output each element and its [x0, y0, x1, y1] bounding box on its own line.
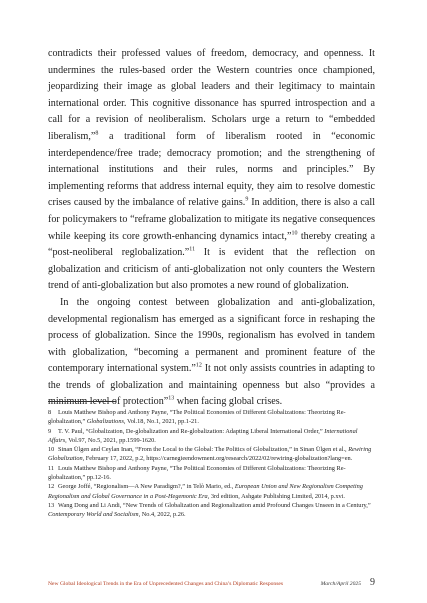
footnote-number: 13 — [48, 501, 55, 509]
text-run: It not only assists countries in adapting to the trends of globalization and maintaining openness but also “provides a minimum level of protection” — [48, 363, 375, 408]
paragraph-1 — [48, 46, 375, 295]
footnote-11 — [48, 464, 375, 483]
footnote-reference: 10 — [291, 230, 298, 237]
page-footer — [48, 578, 375, 592]
page-number: 9 — [370, 577, 375, 588]
text-run: In the ongoing contest between globalization and anti-globalization, developmental regionalism has emerged as a significant force in reshaping the process of globalization. Since the 1990s, regionalism has evolved in tandem with globalization, “becoming a permanent and prominent feature of the contemporary international system.” — [48, 296, 375, 375]
italic-title: Globalizations — [86, 418, 124, 426]
text-run: Wang Dong and Li Andi, “New Trends of Globalization and Regionalization amid Profound Changes Unseen in a Century,” — [58, 501, 371, 509]
text-run: , Vol.18, No.1, 2021, pp.1-21. — [123, 418, 199, 426]
italic-title: Contemporary World and Socialism — [48, 511, 139, 519]
italic-title: International Affairs — [48, 427, 358, 444]
footnote-reference: 11 — [189, 246, 196, 253]
footnote-number: 11 — [48, 464, 55, 472]
text-run: It is evident that the reflection on globalization and criticism of anti-globalization not only counters the Western trend of anti-globalization but also promotes a new round of globalization. — [48, 247, 375, 292]
footer-journal-title: New Global Ideological Trends in the Era of Unprecedented Changes and China’s Diplomatic Responses — [48, 581, 284, 587]
italic-title: European Union and New Regionalism Competing Regionalism and Global Governance in a Post-Hegemonic Era — [48, 483, 363, 500]
footnote-10 — [48, 445, 375, 464]
text-run: Louis Matthew Bishop and Anthony Payne, “The Political Economies of Different Globalizations: Theorizing Re-globalization,” — [48, 409, 346, 426]
text-run: contradicts their professed values of freedom, democracy, and openness. It undermines the rules-based order the Western countries once championed, jeopardizing their image as global leaders and their legitimacy to maintain international order. This cognitive dissonance has spurred introspection and a call for a revision of neoliberalism. Scholars urge a return to “embedded liberalism,” — [48, 48, 375, 142]
text-run: In addition, there is also a call for policymakers to “reframe globalization to mitigate its negative consequences while keeping its core growth-enhancing dynamics intact,” — [48, 197, 375, 242]
text-run: , No.4, 2022, p.26. — [138, 511, 186, 519]
text-run: a traditional form of liberalism rooted in “economic interdependence/free trade; democracy promotion; and the strengthening of international institutions and their rules, norms and principles.” By implementing reforms that address internal equity, they aim to resolve domestic crises caused by the imbalance of relative gains. — [48, 130, 375, 209]
footnote-number: 9 — [48, 427, 52, 435]
footnote-9 — [48, 427, 375, 446]
text-run: George Joffé, “Regionalism—A New Paradigm?,” in Telò Mario, ed., — [58, 483, 235, 491]
paragraph-2 — [48, 295, 375, 411]
footnote-number: 8 — [48, 409, 52, 416]
text-run: thereby creating a “post-neoliberal reglobalization.” — [48, 230, 375, 259]
text-run: , 3rd edition, Ashgate Publishing Limited, 2014, p.xvi. — [207, 492, 345, 500]
text-run: Sinan Ülgen and Ceylan Inan, “From the Local to the Global: The Politics of Globalization,” in Sinan Ülgen et al., — [58, 446, 349, 454]
footnote-13 — [48, 501, 375, 520]
italic-title: Rewiring Globalization — [48, 446, 372, 463]
footnote-reference: 8 — [95, 130, 99, 137]
footer-issue: March/April 2025 — [320, 581, 361, 587]
footnote-reference: 12 — [195, 362, 202, 369]
text-run: , Vol.97, No.5, 2021, pp.1599-1620. — [65, 436, 156, 444]
footnote-number: 12 — [48, 483, 55, 491]
footnote-reference: 13 — [168, 396, 175, 403]
text-run: Louis Matthew Bishop and Anthony Payne, “The Political Economies of Different Globalizations: Theorizing Re-globalization,” pp.12-16. — [48, 464, 346, 482]
text-run: when facing global crises. — [174, 396, 283, 408]
body-text — [48, 46, 375, 411]
footnotes — [48, 408, 375, 520]
footnote-reference: 9 — [245, 196, 249, 203]
footnote-8 — [48, 408, 375, 427]
text-run: , February 17, 2022, p.2, https://carnegieendowment.org/research/2022/02/rewiring-globalization?lang=en. — [82, 455, 353, 463]
footnote-number: 10 — [48, 446, 55, 454]
text-run: T. V. Paul, “Globalization, De-globalization and Re-globalization: Adapting Liberal International Order,” — [58, 427, 325, 435]
footnote-12 — [48, 482, 375, 501]
footnote-divider — [48, 401, 116, 402]
